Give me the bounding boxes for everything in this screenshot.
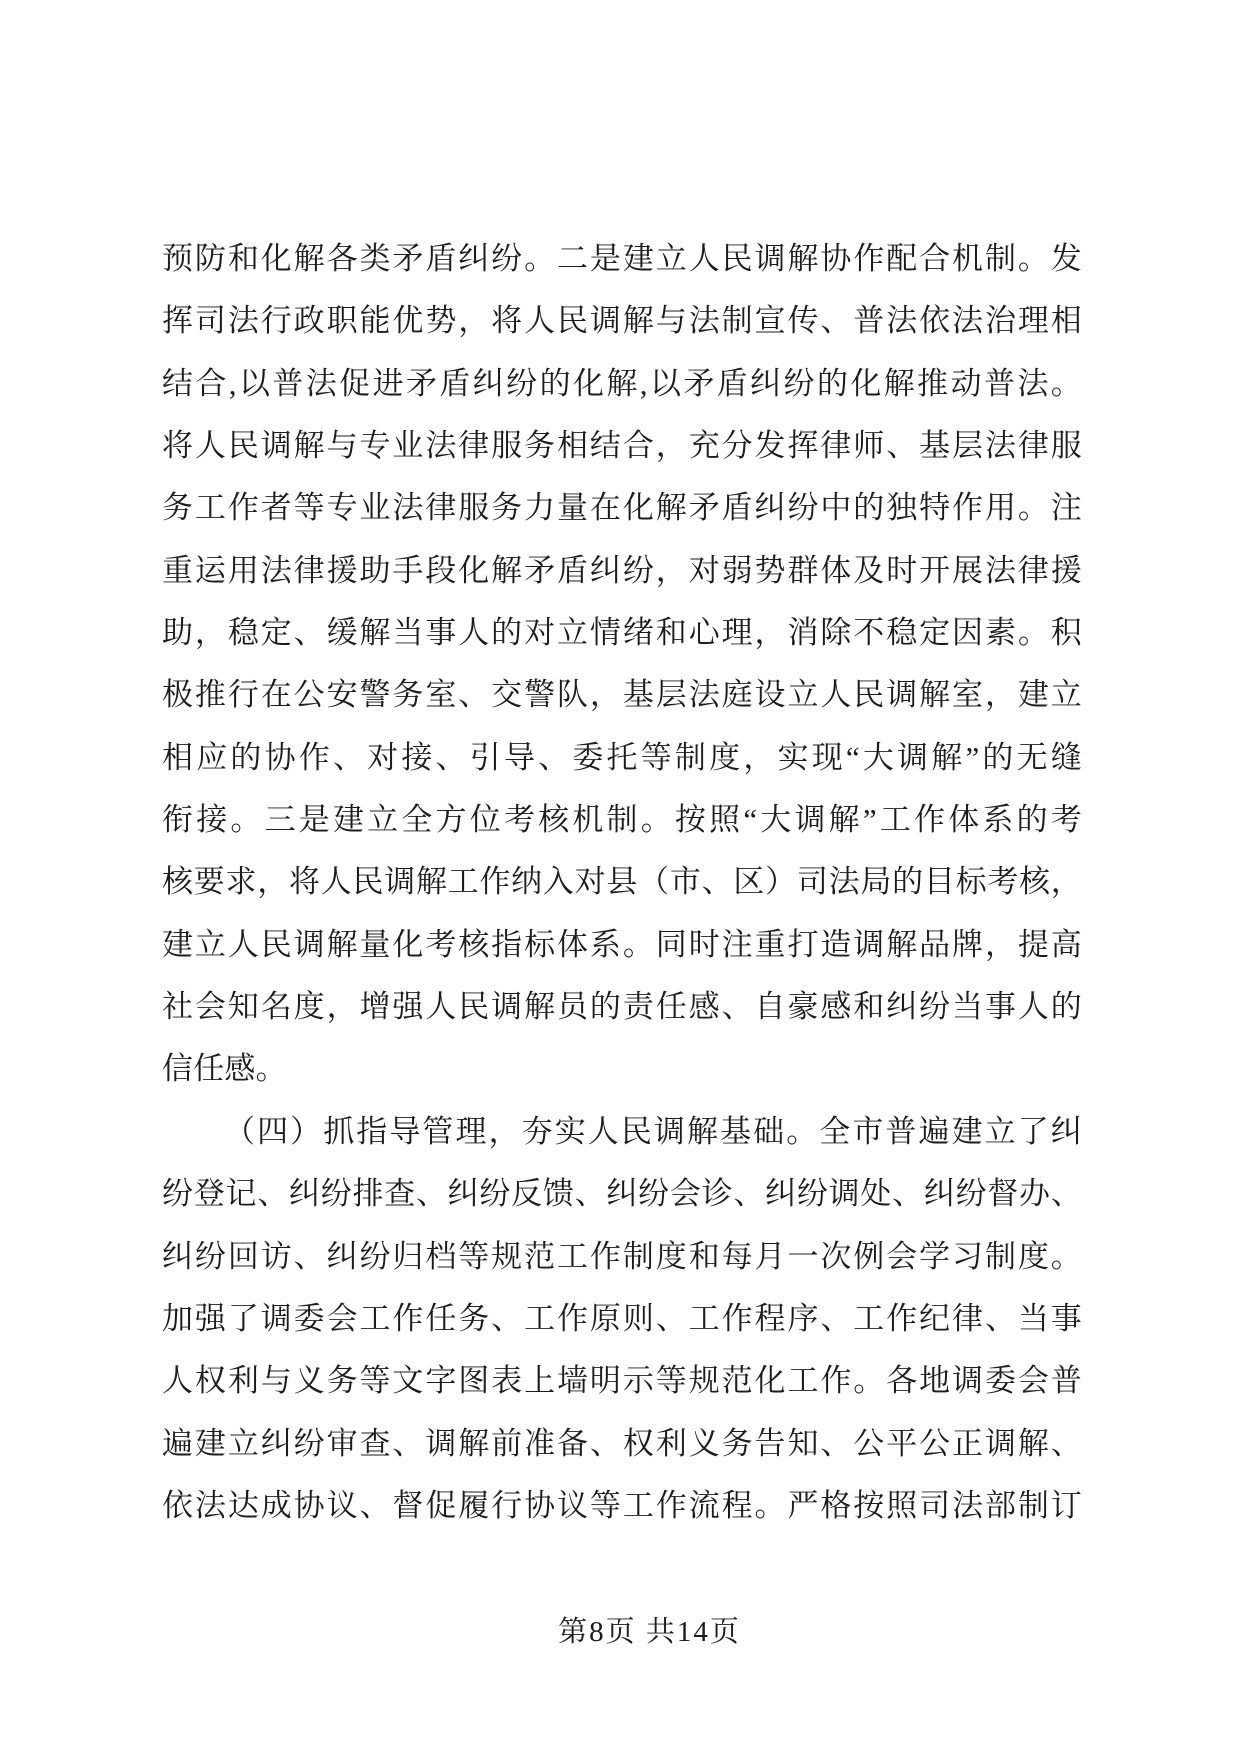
text-line: 纠纷回访、纠纷归档等规范工作制度和每月一次例会学习制度。 xyxy=(162,1238,1082,1274)
text-line: 结合,以普法促进矛盾纠纷的化解,以矛盾纠纷的化解推动普法。 xyxy=(162,365,1082,401)
text-line: 核要求，将人民调解工作纳入对县（市、区）司法局的目标考核， xyxy=(162,864,1082,900)
text-line: 预防和化解各类矛盾纠纷。二是建立人民调解协作配合机制。发 xyxy=(162,241,1082,276)
text-line: 加强了调委会工作任务、工作原则、工作程序、工作纪律、当事 xyxy=(162,1300,1082,1336)
text-line: 极推行在公安警务室、交警队，基层法庭设立人民调解室，建立 xyxy=(162,677,1082,713)
text-line: 社会知名度，增强人民调解员的责任感、自豪感和纠纷当事人的 xyxy=(162,989,1082,1025)
text-line: 遍建立纠纷审查、调解前准备、权利义务告知、公平公正调解、 xyxy=(162,1425,1082,1461)
text-line: 挥司法行政职能优势，将人民调解与法制宣传、普法依法治理相 xyxy=(162,303,1082,339)
text-line: 相应的协作、对接、引导、委托等制度，实现“大调解”的无缝 xyxy=(162,739,1082,775)
page-footer xyxy=(29,1612,1241,1652)
text-line: 将人民调解与专业法律服务相结合，充分发挥律师、基层法律服 xyxy=(162,428,1082,464)
text-line: 务工作者等专业法律服务力量在化解矛盾纠纷中的独特作用。注 xyxy=(162,490,1082,526)
page-number: 第8页 共14页 xyxy=(558,1616,741,1648)
text-line: （四）抓指导管理，夯实人民调解基础。全市普遍建立了纠 xyxy=(224,1113,1082,1149)
text-line: 重运用法律援助手段化解矛盾纠纷，对弱势群体及时开展法律援 xyxy=(162,552,1082,588)
text-line: 衔接。三是建立全方位考核机制。按照“大调解”工作体系的考 xyxy=(162,802,1082,838)
text-line: 建立人民调解量化考核指标体系。同时注重打造调解品牌，提高 xyxy=(162,926,1082,962)
text-line: 助，稳定、缓解当事人的对立情绪和心理，消除不稳定因素。积 xyxy=(162,615,1082,651)
text-line: 人权利与义务等文字图表上墙明示等规范化工作。各地调委会普 xyxy=(162,1363,1082,1399)
text-line: 信任感。 xyxy=(162,1051,287,1087)
document-body xyxy=(162,228,1082,1537)
text-line: 依法达成协议、督促履行协议等工作流程。严格按照司法部制订 xyxy=(162,1487,1082,1523)
paragraph-guidance-management xyxy=(162,1101,1082,1537)
paragraph-mediation-mechanisms xyxy=(162,228,1082,1101)
text-line: 纷登记、纠纷排查、纠纷反馈、纠纷会诊、纠纷调处、纠纷督办、 xyxy=(162,1176,1082,1212)
